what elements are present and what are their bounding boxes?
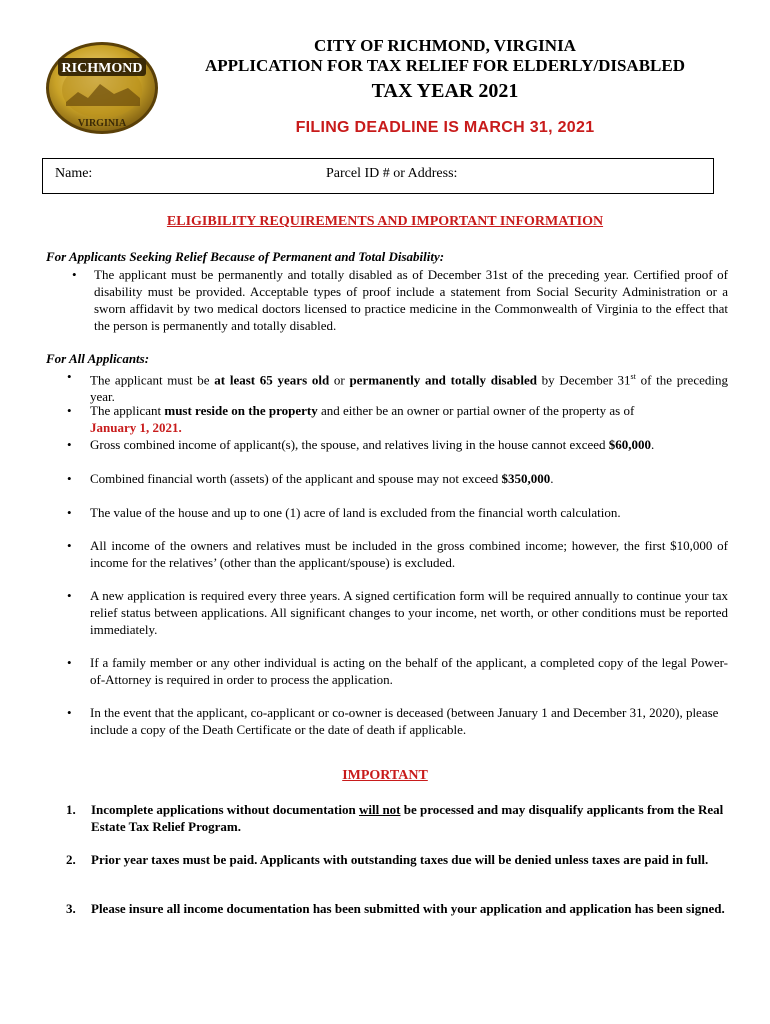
- requirement-power-of-attorney: If a family member or any other individual is acting on the behalf of the applicant, a completed copy of the legal Power-of-Attorney is required in order to process the application.: [90, 655, 728, 687]
- bullet-icon: •: [67, 403, 72, 418]
- bullet-icon: •: [67, 655, 72, 670]
- requirement-deceased: In the event that the applicant, co-applicant or co-owner is deceased (between January 1 and December 31, 2020), please include a copy of the Death Certificate or the date of death if applicable.: [90, 705, 719, 737]
- bullet-icon: •: [67, 705, 72, 720]
- bullet-icon: •: [67, 505, 72, 520]
- requirement-income-included: All income of the owners and relatives must be included in the gross combined income; however, the first $10,000 of income for the relatives’ (other than the applicant/spouse) is excluded.: [90, 538, 728, 570]
- important-item-incomplete: Incomplete applications without documentation will not be processed and may disqualify applicants from the Real Estate Tax Relief Program.: [91, 802, 724, 834]
- disability-heading: For Applicants Seeking Relief Because of Permanent and Total Disability:: [46, 249, 445, 264]
- important-item-documentation: Please insure all income documentation has been submitted with your application and application has been signed.: [91, 901, 725, 916]
- city-seal-logo: [44, 40, 160, 136]
- important-number: 1.: [66, 802, 76, 817]
- disability-requirement: The applicant must be permanently and totally disabled as of December 31st of the preceding year. Certified proof of disability must be provided. Acceptable types of proof include a statement from Social Security Administration or a sworn affidavit by two medical doctors licensed to practice medicine in the Commonwealth of Virginia to the effect that the person is permanently and totally disabled.: [94, 267, 728, 333]
- header-tax-year: TAX YEAR 2021: [371, 80, 519, 102]
- requirement-renewal: A new application is required every three years. A signed certification form will be required annually to continue your tax relief status between applications. All significant changes to your income, net worth, or other conditions must be reported immediately.: [90, 588, 728, 637]
- bullet-icon: •: [67, 538, 72, 553]
- requirement-residence: The applicant must reside on the property and either be an owner or partial owner of the property as of January 1, 2021.: [90, 403, 635, 435]
- important-item-prior-taxes: Prior year taxes must be paid. Applicants with outstanding taxes due will be denied unless taxes are paid in full.: [91, 852, 709, 867]
- requirement-assets: Combined financial worth (assets) of the applicant and spouse may not exceed $350,000.: [90, 471, 554, 486]
- svg-text:RICHMOND: RICHMOND: [61, 61, 143, 76]
- svg-text:VIRGINIA: VIRGINIA: [77, 118, 127, 129]
- important-number: 3.: [66, 901, 76, 916]
- header-city: CITY OF RICHMOND, VIRGINIA: [314, 36, 576, 55]
- bullet-icon: •: [67, 471, 72, 486]
- requirement-income: Gross combined income of applicant(s), the spouse, and relatives living in the house cannot exceed $60,000.: [90, 437, 655, 452]
- requirement-house-excluded: The value of the house and up to one (1) acre of land is excluded from the financial worth calculation.: [90, 505, 621, 520]
- important-title: IMPORTANT: [342, 768, 428, 783]
- name-parcel-box: [42, 158, 714, 194]
- bullet-icon: •: [72, 267, 77, 282]
- bullet-icon: •: [67, 588, 72, 603]
- name-label: Name:: [55, 166, 93, 181]
- parcel-label: Parcel ID # or Address:: [326, 166, 458, 181]
- header-application-title: APPLICATION FOR TAX RELIEF FOR ELDERLY/DISABLED: [204, 56, 686, 75]
- eligibility-title: ELIGIBILITY REQUIREMENTS AND IMPORTANT INFORMATION: [166, 214, 604, 229]
- requirement-age-disability: The applicant must be at least 65 years old or permanently and totally disabled by December 31st of the preceding year.: [90, 372, 728, 405]
- filing-deadline: FILING DEADLINE IS MARCH 31, 2021: [295, 119, 595, 136]
- all-applicants-heading: For All Applicants:: [46, 351, 150, 366]
- bullet-icon: •: [67, 369, 72, 384]
- bullet-icon: •: [67, 437, 72, 452]
- important-number: 2.: [66, 852, 76, 867]
